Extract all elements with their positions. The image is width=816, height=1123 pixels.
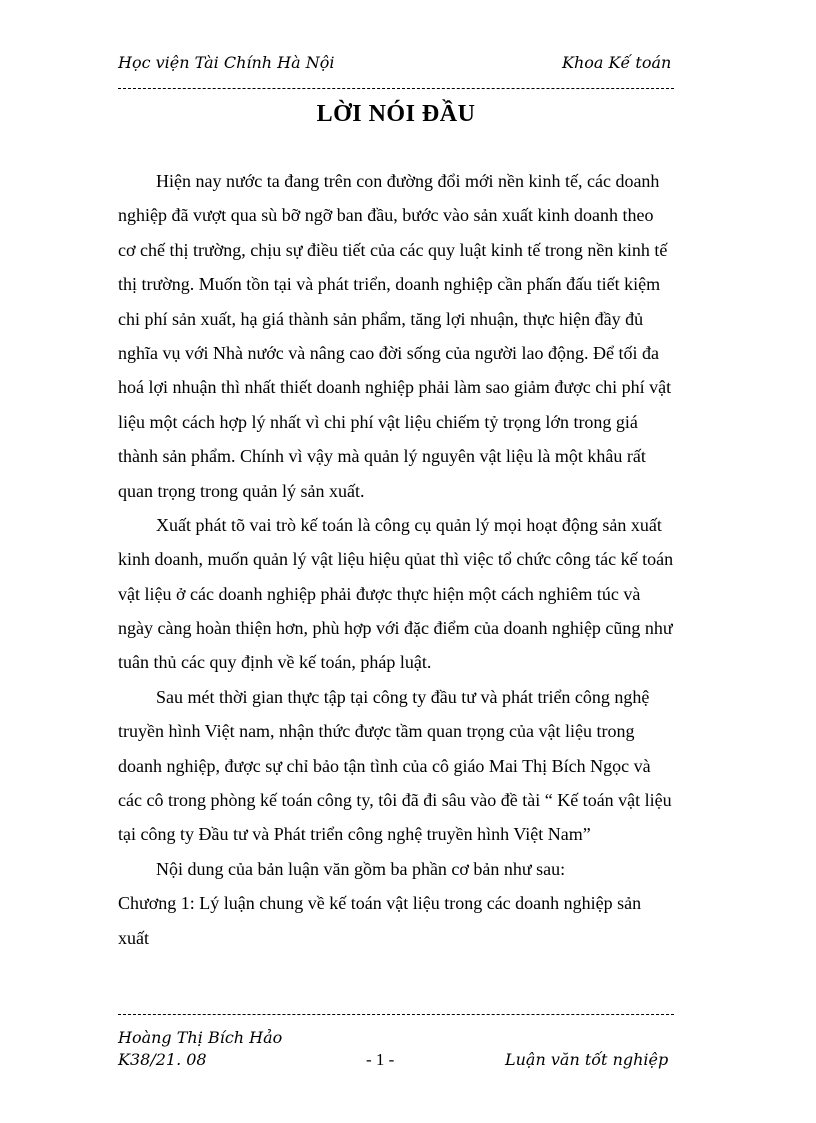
text-line: liệu một cách hợp lý nhất vì chi phí vật liệu chiếm tỷ trọng lớn trong giá bbox=[118, 411, 638, 432]
text-line: ngày càng hoàn thiện hơn, phù hợp với đặc điểm của doanh nghiệp cũng như bbox=[118, 618, 673, 639]
text-line: Xuất phát tõ vai trò kế toán là công cụ quản lý mọi hoạt động sản xuất bbox=[156, 514, 662, 535]
text-line: Chương 1: Lý luận chung về kế toán vật liệu trong các doanh nghiệp sản bbox=[118, 893, 642, 914]
text-line: truyền hình Việt nam, nhận thức được tầm quan trọng của vật liệu trong bbox=[118, 721, 635, 742]
text-line: tại công ty Đầu tư và Phát triển công nghệ truyền hình Việt Nam” bbox=[118, 824, 591, 845]
text-line: nghiệp đã vượt qua sù bỡ ngỡ ban đầu, bước vào sản xuất kinh doanh theo bbox=[118, 205, 654, 226]
text-line: tuân thủ các quy định về kế toán, pháp luật. bbox=[118, 652, 432, 673]
text-line: các cô trong phòng kế toán công ty, tôi đã đi sâu vào đề tài “ Kế toán vật liệu bbox=[118, 790, 672, 811]
text-line: cơ chế thị trường, chịu sự điều tiết của các quy luật kinh tế trong nền kinh tế bbox=[118, 239, 668, 260]
header-divider bbox=[118, 88, 674, 89]
text-line: hoá lợi nhuận thì nhất thiết doanh nghiệp phải làm sao giảm được chi phí vật bbox=[118, 377, 672, 398]
text-line: thị trường. Muốn tồn tại và phát triển, doanh nghiệp cần phấn đấu tiết kiệm bbox=[118, 274, 661, 295]
header-department: Khoa Kế toán bbox=[562, 53, 672, 72]
footer-author-name: Hoàng Thị Bích Hảo bbox=[118, 1028, 283, 1047]
text-line: Hiện nay nước ta đang trên con đường đổi mới nền kinh tế, các doanh bbox=[156, 171, 660, 191]
text-line: thành sản phẩm. Chính vì vậy mà quản lý nguyên vật liệu là một khâu rất bbox=[118, 446, 646, 467]
text-line: kinh doanh, muốn quản lý vật liệu hiệu qủat thì việc tổ chức công tác kế toán bbox=[118, 549, 674, 570]
text-line: chi phí sản xuất, hạ giá thành sản phẩm, tăng lợi nhuận, thực hiện đầy đủ bbox=[118, 308, 644, 329]
text-line: doanh nghiệp, được sự chỉ bảo tận tình của cô giáo Mai Thị Bích Ngọc và bbox=[118, 755, 651, 776]
text-line: vật liệu ở các doanh nghiệp phải được thực hiện một cách nghiêm túc và bbox=[118, 583, 641, 604]
text-line: quan trọng trong quản lý sản xuất. bbox=[118, 480, 365, 501]
page-number: - 1 - bbox=[366, 1050, 395, 1069]
text-line: Sau mét thời gian thực tập tại công ty đầu tư và phát triển công nghệ bbox=[156, 686, 650, 707]
footer-divider bbox=[118, 1014, 674, 1015]
text-line: nghĩa vụ với Nhà nước và nâng cao đời sống của người lao động. Để tối đa bbox=[118, 342, 659, 363]
footer-document-type: Luận văn tốt nghiệp bbox=[505, 1050, 669, 1069]
text-line: xuất bbox=[118, 927, 149, 948]
body-text bbox=[118, 164, 696, 955]
text-line: Nội dung của bản luận văn gồm ba phần cơ bản như sau: bbox=[156, 858, 566, 879]
footer-class-code: K38/21. 08 bbox=[118, 1050, 207, 1069]
header-institution: Học viện Tài Chính Hà Nội bbox=[118, 53, 335, 72]
page-title: LỜI NÓI ĐẦU bbox=[316, 101, 476, 127]
